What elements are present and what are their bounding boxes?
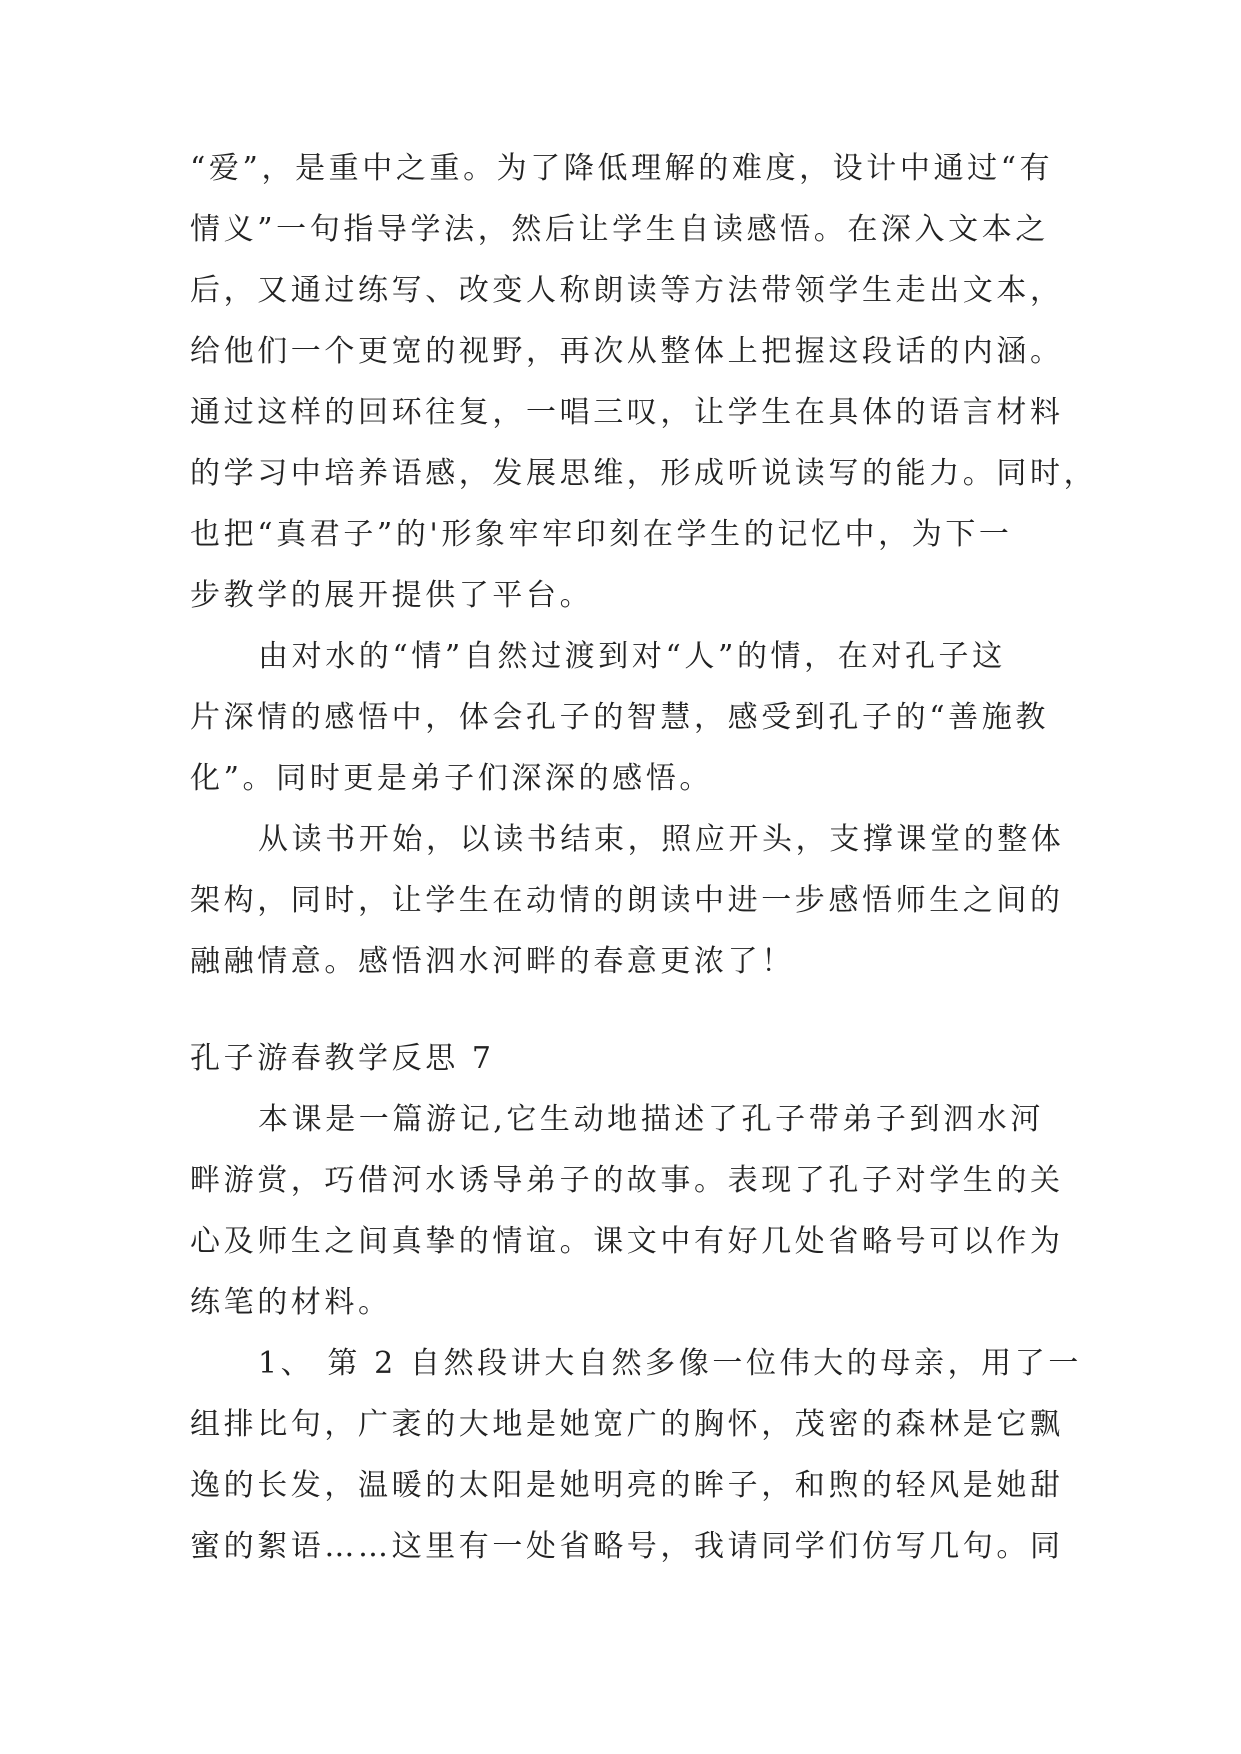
text-line: 给他们一个更宽的视野，再次从整体上把握这段话的内涵。 bbox=[190, 334, 1064, 369]
section-heading: 孔子游春教学反思 7 bbox=[190, 1041, 495, 1076]
text-line: 通过这样的回环往复，一唱三叹，让学生在具体的语言材料 bbox=[190, 395, 1064, 430]
text-line: 也把“真君子”的'形象牢牢印刻在学生的记忆中，为下一 bbox=[190, 517, 1013, 552]
paragraph bbox=[190, 1333, 1082, 1577]
paragraph bbox=[190, 1089, 1070, 1333]
text-line: 后，又通过练写、改变人称朗读等方法带领学生走出文本， bbox=[190, 273, 1064, 308]
text-line: 练笔的材料。 bbox=[190, 1285, 392, 1320]
text-line: 由对水的“情”自然过渡到对“人”的情，在对孔子这 bbox=[258, 639, 1006, 674]
text-line: 片深情的感悟中，体会孔子的智慧，感受到孔子的“善施教 bbox=[190, 700, 1049, 735]
text-line: 组排比句，广袤的大地是她宽广的胸怀，茂密的森林是它飘 bbox=[190, 1407, 1064, 1442]
text-line: 从读书开始，以读书结束，照应开头，支撑课堂的整体 bbox=[258, 822, 1065, 857]
text-line: 本课是一篇游记,它生动地描述了孔子带弟子到泗水河 bbox=[258, 1102, 1044, 1137]
text-line: 架构，同时，让学生在动情的朗读中进一步感悟师生之间的 bbox=[190, 883, 1064, 918]
text-line: 逸的长发，温暖的太阳是她明亮的眸子，和煦的轻风是她甜 bbox=[190, 1468, 1064, 1503]
text-line: 情义”一句指导学法，然后让学生自读感悟。在深入文本之 bbox=[190, 212, 1049, 247]
text-block-top bbox=[190, 138, 1098, 992]
text-block-bottom bbox=[190, 1089, 1082, 1577]
paragraph bbox=[190, 138, 1098, 626]
text-line: 融融情意。感悟泗水河畔的春意更浓了！ bbox=[190, 944, 795, 979]
text-line: 的学习中培养语感，发展思维，形成听说读写的能力。同时， bbox=[190, 456, 1098, 491]
text-line: 1、 第 2 自然段讲大自然多像一位伟大的母亲，用了一 bbox=[258, 1346, 1082, 1381]
text-line: “爱”，是重中之重。为了降低理解的难度，设计中通过“有 bbox=[190, 151, 1054, 186]
text-line: 心及师生之间真挚的情谊。课文中有好几处省略号可以作为 bbox=[190, 1224, 1064, 1259]
paragraph bbox=[190, 626, 1070, 809]
paragraph bbox=[190, 809, 1070, 992]
text-line: 蜜的絮语……这里有一处省略号，我请同学们仿写几句。同 bbox=[190, 1529, 1064, 1564]
text-line: 步教学的展开提供了平台。 bbox=[190, 578, 594, 613]
text-line: 化”。同时更是弟子们深深的感悟。 bbox=[190, 761, 713, 796]
text-line: 畔游赏，巧借河水诱导弟子的故事。表现了孔子对学生的关 bbox=[190, 1163, 1064, 1198]
